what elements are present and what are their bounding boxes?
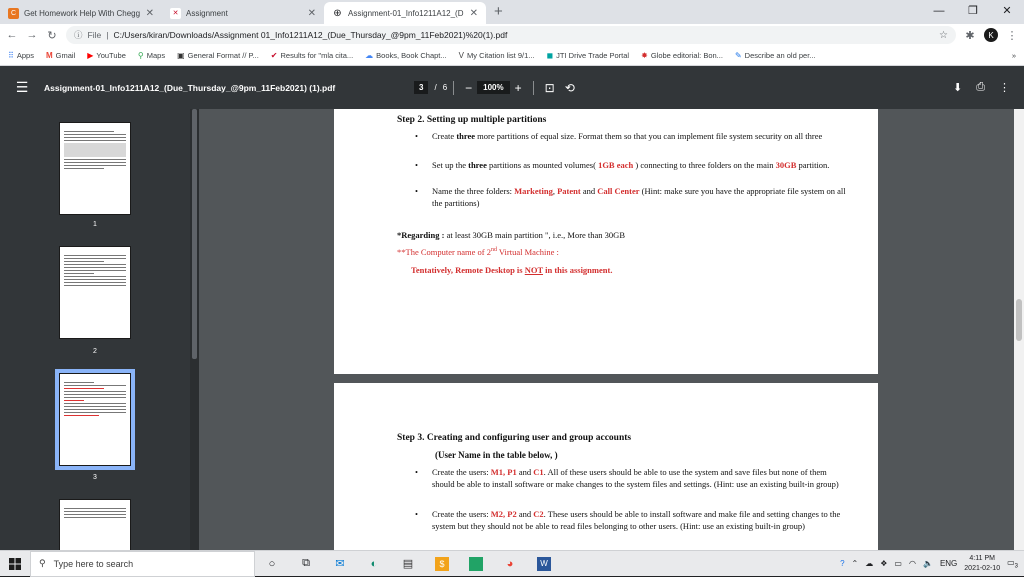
close-tab-icon[interactable]: ✕ (307, 7, 316, 19)
divider (533, 81, 534, 95)
page-separator: / (434, 83, 437, 92)
app-green-icon[interactable] (459, 551, 493, 577)
rotate-icon[interactable]: ⟲ (564, 80, 575, 95)
more-options-icon[interactable]: ⋮ (999, 82, 1010, 94)
windows-start-icon[interactable] (0, 558, 30, 570)
sidebar-scrollbar[interactable] (190, 109, 199, 550)
bookmark-citation[interactable] (459, 51, 535, 60)
bookmark-label: Apps (16, 51, 34, 60)
clock[interactable] (964, 554, 1000, 574)
bookmark-describe[interactable] (735, 51, 816, 60)
wifi-icon[interactable]: ◠ (908, 559, 916, 568)
new-tab-button[interactable]: + (494, 3, 503, 20)
pdf-actions (953, 81, 1024, 94)
avatar[interactable]: K (984, 28, 998, 42)
help-icon[interactable]: ? (840, 559, 845, 568)
edge-icon[interactable]: ◐ (370, 557, 378, 570)
tab-chegg[interactable] (0, 2, 162, 24)
bookmark-jti[interactable] (547, 51, 630, 60)
divider (453, 81, 454, 95)
close-tab-icon[interactable]: ✕ (145, 7, 154, 19)
task-view-icon[interactable]: ⧉ (302, 557, 310, 569)
bookmark-globe-editorial[interactable] (641, 51, 723, 60)
thumbnail-page-3[interactable] (59, 373, 131, 466)
book-icon: ☁ (365, 51, 374, 60)
volume-icon[interactable]: 🔈 (922, 559, 933, 568)
battery-icon[interactable]: ▭ (894, 559, 902, 568)
extensions-icon[interactable]: ✱ (965, 29, 975, 42)
bookmarks-bar (0, 46, 1024, 66)
cortana-icon[interactable]: ○ (268, 557, 276, 570)
maps-icon: ⚲ (137, 51, 144, 60)
bookmark-label: Gmail (55, 51, 76, 60)
notification-count: 3 (1014, 563, 1018, 570)
bookmark-star-icon[interactable]: ☆ (939, 29, 948, 41)
thumbnail-number: 1 (93, 221, 97, 228)
search-icon: ⚲ (39, 558, 46, 568)
print-icon[interactable]: ⎙ (976, 81, 985, 93)
window-controls (922, 0, 1024, 24)
chrome-icon[interactable]: ◕ (506, 557, 514, 570)
word-icon[interactable]: W (527, 551, 561, 577)
address-bar[interactable] (66, 26, 956, 44)
thumbnail-page-1[interactable] (59, 122, 131, 215)
forward-arrow-icon[interactable]: → (26, 29, 38, 41)
jti-icon: ◼ (546, 51, 554, 60)
bookmark-label: My Citation list 9/1... (466, 51, 535, 60)
step3-heading: Step 3. Creating and configuring user and group accounts (397, 433, 632, 443)
youtube-icon: ▶ (87, 51, 94, 60)
bookmark-books[interactable] (365, 51, 446, 60)
onedrive-icon[interactable]: ☁ (865, 559, 874, 568)
address-divider: | (106, 30, 109, 40)
bookmark-apps[interactable] (8, 51, 34, 60)
download-icon[interactable]: ⬇ (952, 82, 963, 94)
minimize-icon[interactable]: — (933, 5, 945, 17)
bookmark-label: YouTube (96, 51, 126, 60)
bookmark-label: Globe editorial: Bon... (650, 51, 723, 60)
tab-title: Assignment (186, 8, 228, 18)
current-page-input[interactable]: 3 (414, 81, 428, 94)
regarding-note: *Regarding : at least 30GB main partition ", i.e., More than 30GB (397, 230, 625, 240)
describe-icon: ✎ (734, 51, 742, 60)
tab-assignment[interactable] (162, 2, 324, 24)
chevron-up-icon[interactable]: ⌃ (851, 559, 859, 568)
language-indicator[interactable]: ENG (939, 559, 958, 568)
tab-pdf-active[interactable] (324, 2, 486, 24)
browser-tab-strip (0, 0, 1024, 24)
sidebar-scroll-thumb[interactable] (192, 109, 197, 359)
taskbar-search-box[interactable] (30, 551, 255, 577)
thumbnail-number: 2 (93, 348, 97, 355)
back-arrow-icon[interactable]: ← (6, 29, 18, 41)
url-text: C:/Users/kiran/Downloads/Assignment 01_Info1211A12_(Due_Thursday_@9pm_11Feb2021)%20(1).pdf (113, 30, 508, 40)
tab-title: Get Homework Help With Chegg (24, 8, 141, 18)
citation-icon: V (458, 51, 464, 60)
bookmark-general-format[interactable] (177, 51, 259, 60)
store-icon[interactable]: ▤ (402, 558, 414, 570)
scheme-label: File (87, 30, 102, 40)
hamburger-menu-icon[interactable]: ☰ (15, 79, 29, 95)
bookmark-label: Describe an old per... (744, 51, 816, 60)
zoom-level[interactable]: 100% (477, 81, 509, 94)
close-window-icon[interactable]: ✕ (1002, 5, 1012, 17)
globe-editorial-icon: ✸ (641, 51, 648, 60)
zoom-out-icon[interactable]: − (465, 80, 473, 95)
bookmark-label: General Format // P... (187, 51, 259, 60)
notification-icon[interactable]: $▭_3$ (1007, 557, 1018, 570)
page-indicator (414, 81, 447, 94)
globe-icon: ⊕ (333, 7, 342, 19)
more-bookmarks-icon[interactable]: » (1011, 51, 1016, 60)
windows-taskbar (0, 550, 1024, 576)
pdf-page (334, 383, 878, 550)
bookmark-label: Maps (146, 51, 166, 60)
list-item: • Name the three folders: Marketing, Patent and Call Center (Hint: make sure you have the appropriate file system on all the partitions) (432, 186, 847, 209)
close-tab-icon[interactable]: ✕ (469, 7, 478, 19)
apps-grid-icon: ⠿ (8, 51, 14, 60)
bookmark-label: JTI Drive Trade Portal (556, 51, 630, 60)
bookmark-maps[interactable] (138, 51, 165, 60)
pdf-viewer[interactable] (199, 109, 1014, 550)
thumbnail-sidebar (0, 109, 190, 550)
thumbnail-page-4[interactable] (59, 499, 131, 550)
browser-toolbar (0, 24, 1024, 46)
bookmark-label: Books, Book Chapt... (376, 51, 447, 60)
zoom-in-icon[interactable]: + (514, 80, 522, 95)
mail-icon[interactable]: ✉ (335, 558, 345, 570)
restore-icon[interactable]: ❐ (968, 5, 978, 17)
search-placeholder: Type here to search (53, 558, 134, 569)
thumbnail-page-2[interactable] (59, 246, 131, 339)
viewer-scrollbar[interactable] (1014, 109, 1024, 550)
owl-icon: ▣ (177, 51, 185, 60)
time: 4:11 PM (969, 554, 995, 562)
chegg-icon: C (8, 8, 19, 19)
results-icon: ✔ (270, 51, 278, 60)
pdf-toolbar (0, 66, 1024, 109)
bookmark-label: Results for "mla cita... (280, 51, 354, 60)
bookmark-gmail[interactable] (46, 51, 75, 60)
reload-icon[interactable]: ↻ (47, 29, 57, 42)
step2-heading: Step 2. Setting up multiple partitions (397, 115, 547, 125)
gmail-icon: M (45, 51, 53, 60)
thumbnail-number: 3 (93, 474, 97, 481)
kebab-menu-icon[interactable]: ⋮ (1006, 29, 1018, 42)
system-tray (840, 554, 1024, 574)
list-item: • Create three more partitions of equal size. Format them so that you can implement file system security on all three (432, 131, 847, 143)
list-item: • Create the users: M1, P1 and C1. All of these users should be able to use the system and save files but none of them should be able to install software or make changes to the system files and settings. (Hint: use an existing built-in group) (432, 467, 847, 490)
pdf-page (334, 109, 878, 374)
kpu-icon: ✕ (170, 8, 181, 19)
user-name-subheading: (User Name in the table below, ) (435, 450, 558, 460)
app-orange-icon[interactable]: $ (425, 551, 459, 577)
computer-name-note: **The Computer name of 2nd Virtual Machine : (397, 247, 559, 257)
pdf-title: Assignment-01_Info1211A12_(Due_Thursday_@9pm_11Feb2021) (1).pdf (44, 82, 336, 93)
remote-desktop-note: Tentatively, Remote Desktop is NOT in this assignment. (411, 265, 613, 275)
tab-title: Assignment-01_Info1211A12_(D (348, 8, 464, 18)
dropbox-icon[interactable]: ❖ (880, 559, 888, 568)
viewer-scroll-thumb[interactable] (1016, 299, 1022, 341)
list-item: • Create the users: M2, P2 and C2. These users should be able to install software and make file and setting changes to the system but they should not be able to read files belonging to other users. (Hint: use an existing built-in group) (432, 509, 847, 532)
info-icon[interactable]: ⓘ (74, 30, 83, 40)
fit-page-icon[interactable]: ⊡ (544, 80, 555, 95)
bookmark-results[interactable] (271, 51, 353, 60)
bookmark-youtube[interactable] (87, 51, 126, 60)
list-item: • Set up the three partitions as mounted volumes( 1GB each ) connecting to three folders on the main 30GB partition. (432, 160, 847, 172)
date: 2021-02-10 (964, 564, 1001, 572)
total-pages: 6 (442, 83, 448, 92)
